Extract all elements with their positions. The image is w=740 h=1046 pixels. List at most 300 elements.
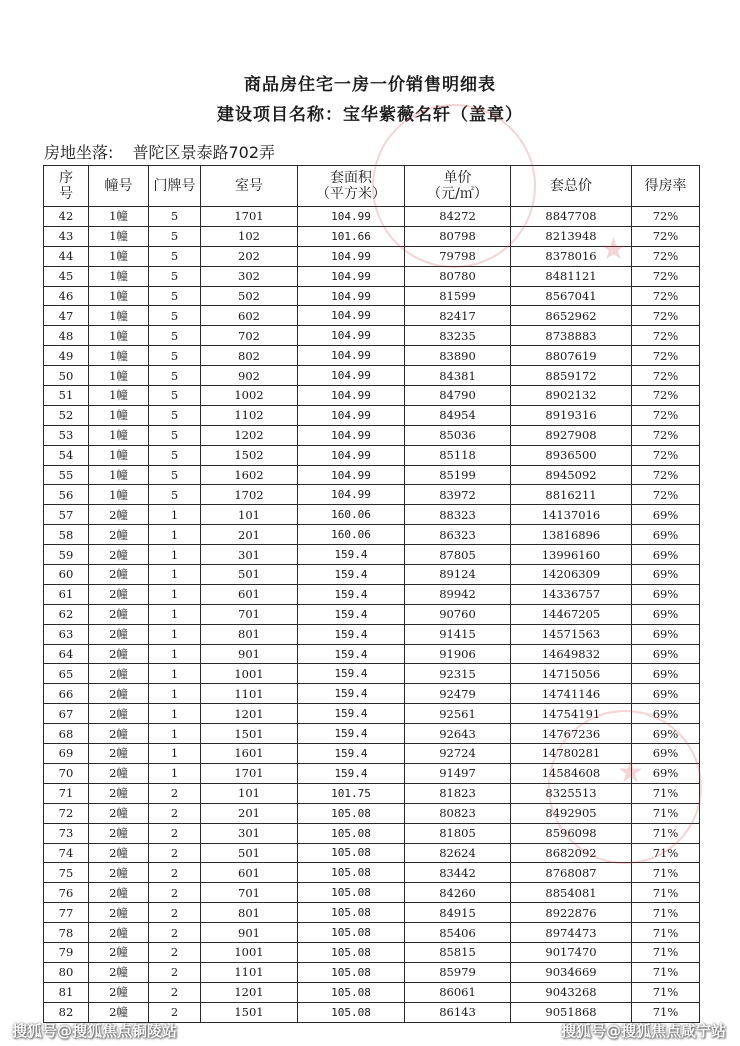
table-cell: 1 (149, 604, 201, 624)
table-cell: 105.08 (298, 823, 405, 843)
table-cell: 80780 (405, 266, 511, 286)
table-cell: 105.08 (298, 962, 405, 982)
table-row (44, 923, 700, 943)
table-cell: 83972 (405, 485, 511, 505)
table-cell: 201 (201, 525, 298, 545)
table-cell: 5 (149, 405, 201, 425)
table-cell: 8816211 (511, 485, 632, 505)
table-cell: 71% (632, 783, 700, 803)
table-cell: 8682092 (511, 843, 632, 863)
table-cell: 101.75 (298, 783, 405, 803)
table-cell: 1001 (201, 942, 298, 962)
table-cell: 159.4 (298, 604, 405, 624)
table-cell: 104.99 (298, 485, 405, 505)
table-cell: 92643 (405, 724, 511, 744)
table-cell: 68 (44, 724, 89, 744)
table-cell: 71% (632, 843, 700, 863)
table-cell: 1幢 (89, 286, 149, 306)
table-cell: 1幢 (89, 346, 149, 366)
table-cell: 71% (632, 962, 700, 982)
table-cell: 83442 (405, 863, 511, 883)
table-cell: 47 (44, 306, 89, 326)
table-cell: 160.06 (298, 525, 405, 545)
table-cell: 84790 (405, 386, 511, 406)
table-cell: 2幢 (89, 704, 149, 724)
table-row (44, 326, 700, 346)
table-cell: 1101 (201, 684, 298, 704)
table-cell: 85036 (405, 425, 511, 445)
table-cell: 5 (149, 226, 201, 246)
table-cell: 8859172 (511, 366, 632, 386)
table-cell: 84954 (405, 405, 511, 425)
table-cell: 46 (44, 286, 89, 306)
table-cell: 1 (149, 505, 201, 525)
table-cell: 1 (149, 744, 201, 764)
table-cell: 72% (632, 306, 700, 326)
column-header: 门牌号 (149, 166, 201, 207)
table-cell: 1幢 (89, 386, 149, 406)
sales-detail-table (43, 165, 700, 1023)
table-cell: 8927908 (511, 425, 632, 445)
table-cell: 1701 (201, 763, 298, 783)
table-row (44, 843, 700, 863)
table-cell: 69% (632, 644, 700, 664)
table-cell: 91906 (405, 644, 511, 664)
table-row (44, 445, 700, 465)
table-cell: 75 (44, 863, 89, 883)
table-cell: 1001 (201, 664, 298, 684)
table-row (44, 604, 700, 624)
table-cell: 801 (201, 624, 298, 644)
table-cell: 8922876 (511, 903, 632, 923)
table-cell: 60 (44, 565, 89, 585)
column-header: 套总价 (511, 166, 632, 207)
table-cell: 8378016 (511, 246, 632, 266)
table-cell: 5 (149, 326, 201, 346)
table-cell: 1102 (201, 405, 298, 425)
table-row (44, 306, 700, 326)
table-cell: 5 (149, 386, 201, 406)
table-cell: 2幢 (89, 823, 149, 843)
table-cell: 8974473 (511, 923, 632, 943)
table-body (44, 207, 700, 1023)
table-cell: 1幢 (89, 226, 149, 246)
table-cell: 159.4 (298, 545, 405, 565)
table-cell: 105.08 (298, 982, 405, 1002)
table-cell: 105.08 (298, 923, 405, 943)
table-cell: 72% (632, 326, 700, 346)
table-cell: 2幢 (89, 684, 149, 704)
table-cell: 85979 (405, 962, 511, 982)
table-cell: 82 (44, 1002, 89, 1022)
table-cell: 2幢 (89, 565, 149, 585)
table-cell: 105.08 (298, 1002, 405, 1022)
table-cell: 81 (44, 982, 89, 1002)
table-cell: 72% (632, 286, 700, 306)
table-cell: 104.99 (298, 207, 405, 227)
table-cell: 2 (149, 982, 201, 1002)
table-cell: 72% (632, 425, 700, 445)
table-cell: 45 (44, 266, 89, 286)
table-cell: 14336757 (511, 584, 632, 604)
table-cell: 802 (201, 346, 298, 366)
table-cell: 2幢 (89, 624, 149, 644)
table-cell: 64 (44, 644, 89, 664)
table-cell: 5 (149, 346, 201, 366)
watermark-right: 搜狐号@搜狐焦点咸宁站 (560, 1022, 726, 1040)
table-cell: 81599 (405, 286, 511, 306)
table-cell: 71% (632, 942, 700, 962)
table-cell: 69% (632, 664, 700, 684)
table-row (44, 226, 700, 246)
table-row (44, 465, 700, 485)
table-cell: 1501 (201, 1002, 298, 1022)
table-cell: 50 (44, 366, 89, 386)
table-cell: 2幢 (89, 783, 149, 803)
table-cell: 48 (44, 326, 89, 346)
table-cell: 105.08 (298, 803, 405, 823)
table-cell: 1 (149, 763, 201, 783)
table-cell: 14754191 (511, 704, 632, 724)
table-cell: 302 (201, 266, 298, 286)
table-cell: 8847708 (511, 207, 632, 227)
table-cell: 701 (201, 883, 298, 903)
table-cell: 14467205 (511, 604, 632, 624)
table-cell: 601 (201, 584, 298, 604)
table-cell: 2 (149, 843, 201, 863)
table-cell: 701 (201, 604, 298, 624)
column-header: 得房率 (632, 166, 700, 207)
table-cell: 2 (149, 863, 201, 883)
column-header: 幢号 (89, 166, 149, 207)
table-cell: 104.99 (298, 266, 405, 286)
table-cell: 1601 (201, 744, 298, 764)
table-cell: 104.99 (298, 445, 405, 465)
table-cell: 105.08 (298, 942, 405, 962)
table-row (44, 505, 700, 525)
project-name: 建设项目名称：宝华紫薇名轩（盖章） (217, 105, 523, 125)
table-cell: 9017470 (511, 942, 632, 962)
table-cell: 56 (44, 485, 89, 505)
table-cell: 71% (632, 903, 700, 923)
table-cell: 84915 (405, 903, 511, 923)
table-cell: 159.4 (298, 664, 405, 684)
table-cell: 69% (632, 684, 700, 704)
table-cell: 49 (44, 346, 89, 366)
table-cell: 9051868 (511, 1002, 632, 1022)
table-cell: 5 (149, 246, 201, 266)
table-cell: 105.08 (298, 843, 405, 863)
table-cell: 71% (632, 982, 700, 1002)
table-row (44, 684, 700, 704)
table-cell: 102 (201, 226, 298, 246)
table-cell: 69% (632, 624, 700, 644)
table-cell: 69% (632, 604, 700, 624)
table-row (44, 883, 700, 903)
table-cell: 66 (44, 684, 89, 704)
table-cell: 82417 (405, 306, 511, 326)
table-cell: 159.4 (298, 644, 405, 664)
table-cell: 5 (149, 445, 201, 465)
table-cell: 8481121 (511, 266, 632, 286)
table-cell: 85406 (405, 923, 511, 943)
table-cell: 87805 (405, 545, 511, 565)
table-cell: 86143 (405, 1002, 511, 1022)
table-cell: 51 (44, 386, 89, 406)
table-cell: 902 (201, 366, 298, 386)
table-cell: 104.99 (298, 346, 405, 366)
table-cell: 159.4 (298, 565, 405, 585)
table-cell: 2幢 (89, 724, 149, 744)
table-cell: 63 (44, 624, 89, 644)
table-cell: 104.99 (298, 405, 405, 425)
table-cell: 901 (201, 644, 298, 664)
table-cell: 61 (44, 584, 89, 604)
table-cell: 80798 (405, 226, 511, 246)
table-cell: 1幢 (89, 306, 149, 326)
table-cell: 1502 (201, 445, 298, 465)
table-cell: 80823 (405, 803, 511, 823)
table-row (44, 863, 700, 883)
table-row (44, 266, 700, 286)
table-cell: 88323 (405, 505, 511, 525)
table-cell: 101.66 (298, 226, 405, 246)
table-cell: 2幢 (89, 903, 149, 923)
table-row (44, 664, 700, 684)
table-cell: 1 (149, 664, 201, 684)
table-cell: 86323 (405, 525, 511, 545)
table-cell: 62 (44, 604, 89, 624)
table-cell: 8492905 (511, 803, 632, 823)
table-cell: 69% (632, 744, 700, 764)
table-cell: 69% (632, 545, 700, 565)
table-cell: 76 (44, 883, 89, 903)
property-location (44, 140, 275, 163)
table-cell: 1 (149, 644, 201, 664)
table-row (44, 982, 700, 1002)
table-cell: 1幢 (89, 366, 149, 386)
table-cell: 2 (149, 803, 201, 823)
table-cell: 1 (149, 704, 201, 724)
table-cell: 8213948 (511, 226, 632, 246)
table-cell: 201 (201, 803, 298, 823)
table-cell: 81805 (405, 823, 511, 843)
table-cell: 84260 (405, 883, 511, 903)
table-cell: 160.06 (298, 505, 405, 525)
table-row (44, 823, 700, 843)
table-cell: 92724 (405, 744, 511, 764)
table-row (44, 783, 700, 803)
table-row (44, 942, 700, 962)
table-row (44, 286, 700, 306)
table-cell: 13816896 (511, 525, 632, 545)
table-cell: 2 (149, 883, 201, 903)
table-cell: 5 (149, 366, 201, 386)
table-cell: 86061 (405, 982, 511, 1002)
table-cell: 1701 (201, 207, 298, 227)
column-header: 单价 （元/㎡） (405, 166, 511, 207)
table-cell: 901 (201, 923, 298, 943)
table-cell: 72% (632, 366, 700, 386)
table-row (44, 485, 700, 505)
table-cell: 72% (632, 405, 700, 425)
table-row (44, 962, 700, 982)
table-row (44, 565, 700, 585)
table-cell: 2幢 (89, 505, 149, 525)
table-cell: 159.4 (298, 704, 405, 724)
table-row (44, 207, 700, 227)
table-row (44, 246, 700, 266)
table-cell: 69% (632, 525, 700, 545)
table-cell: 8325513 (511, 783, 632, 803)
table-cell: 2 (149, 962, 201, 982)
table-cell: 55 (44, 465, 89, 485)
table-cell: 301 (201, 823, 298, 843)
table-cell: 159.4 (298, 624, 405, 644)
table-cell: 8902132 (511, 386, 632, 406)
table-cell: 5 (149, 286, 201, 306)
watermark-left: 搜狐号@搜狐焦点铜陵站 (12, 1022, 178, 1040)
table-cell: 14649832 (511, 644, 632, 664)
table-cell: 14741146 (511, 684, 632, 704)
table-row (44, 425, 700, 445)
table-cell: 89124 (405, 565, 511, 585)
table-row (44, 405, 700, 425)
table-cell: 43 (44, 226, 89, 246)
table-cell: 101 (201, 783, 298, 803)
table-cell: 2幢 (89, 1002, 149, 1022)
table-cell: 2幢 (89, 843, 149, 863)
table-cell: 69% (632, 505, 700, 525)
table-cell: 52 (44, 405, 89, 425)
table-cell: 14715056 (511, 664, 632, 684)
table-cell: 14137016 (511, 505, 632, 525)
location-value: 普陀区景泰路702弄 (132, 143, 276, 162)
column-header: 室号 (201, 166, 298, 207)
table-cell: 159.4 (298, 584, 405, 604)
table-cell: 8596098 (511, 823, 632, 843)
table-cell: 72% (632, 266, 700, 286)
table-cell: 702 (201, 326, 298, 346)
table-cell: 72% (632, 226, 700, 246)
table-row (44, 366, 700, 386)
document-title: 商品房住宅一房一价销售明细表 (244, 75, 496, 95)
table-cell: 159.4 (298, 724, 405, 744)
table-cell: 104.99 (298, 465, 405, 485)
table-cell: 602 (201, 306, 298, 326)
table-cell: 74 (44, 843, 89, 863)
table-cell: 8738883 (511, 326, 632, 346)
table-cell: 5 (149, 485, 201, 505)
table-cell: 2幢 (89, 982, 149, 1002)
table-cell: 80 (44, 962, 89, 982)
table-cell: 71% (632, 863, 700, 883)
table-cell: 2幢 (89, 584, 149, 604)
table-cell: 14767236 (511, 724, 632, 744)
table-cell: 2幢 (89, 644, 149, 664)
table-cell: 104.99 (298, 286, 405, 306)
table-cell: 71% (632, 803, 700, 823)
table-cell: 81823 (405, 783, 511, 803)
table-cell: 1幢 (89, 246, 149, 266)
table-cell: 8807619 (511, 346, 632, 366)
table-cell: 202 (201, 246, 298, 266)
table-row (44, 763, 700, 783)
table-cell: 2 (149, 783, 201, 803)
table-cell: 90760 (405, 604, 511, 624)
table-cell: 159.4 (298, 763, 405, 783)
table-cell: 72% (632, 386, 700, 406)
table-cell: 2幢 (89, 942, 149, 962)
table-cell: 502 (201, 286, 298, 306)
table-cell: 54 (44, 445, 89, 465)
table-cell: 72 (44, 803, 89, 823)
table-cell: 84381 (405, 366, 511, 386)
table-cell: 5 (149, 425, 201, 445)
table-cell: 44 (44, 246, 89, 266)
table-cell: 53 (44, 425, 89, 445)
table-cell: 67 (44, 704, 89, 724)
table-cell: 2 (149, 823, 201, 843)
table-cell: 69% (632, 763, 700, 783)
table-cell: 2幢 (89, 962, 149, 982)
table-cell: 1幢 (89, 326, 149, 346)
table-row (44, 724, 700, 744)
table-cell: 1702 (201, 485, 298, 505)
table-cell: 69 (44, 744, 89, 764)
table-cell: 1 (149, 624, 201, 644)
table-cell: 1501 (201, 724, 298, 744)
table-cell: 1201 (201, 704, 298, 724)
table-cell: 105.08 (298, 863, 405, 883)
table-cell: 101 (201, 505, 298, 525)
table-cell: 72% (632, 465, 700, 485)
table-cell: 72% (632, 246, 700, 266)
table-cell: 5 (149, 207, 201, 227)
table-cell: 59 (44, 545, 89, 565)
table-cell: 77 (44, 903, 89, 923)
table-cell: 85199 (405, 465, 511, 485)
table-cell: 104.99 (298, 366, 405, 386)
table-cell: 2 (149, 903, 201, 923)
table-row (44, 803, 700, 823)
table-cell: 501 (201, 843, 298, 863)
table-cell: 69% (632, 584, 700, 604)
table-cell: 1 (149, 684, 201, 704)
table-cell: 1201 (201, 982, 298, 1002)
table-cell: 14571563 (511, 624, 632, 644)
table-cell: 82624 (405, 843, 511, 863)
table-cell: 8919316 (511, 405, 632, 425)
table-cell: 72% (632, 485, 700, 505)
table-header-row (44, 166, 700, 207)
location-label: 房地坐落: (44, 143, 114, 162)
table-cell: 1幢 (89, 465, 149, 485)
table-row (44, 704, 700, 724)
table-cell: 1幢 (89, 207, 149, 227)
table-cell: 2幢 (89, 744, 149, 764)
table-row (44, 744, 700, 764)
table-cell: 65 (44, 664, 89, 684)
table-cell: 1幢 (89, 445, 149, 465)
table-cell: 8768087 (511, 863, 632, 883)
table-cell: 69% (632, 724, 700, 744)
table-cell: 2 (149, 1002, 201, 1022)
table-cell: 71% (632, 1002, 700, 1022)
table-cell: 104.99 (298, 425, 405, 445)
table-cell: 104.99 (298, 326, 405, 346)
table-cell: 501 (201, 565, 298, 585)
